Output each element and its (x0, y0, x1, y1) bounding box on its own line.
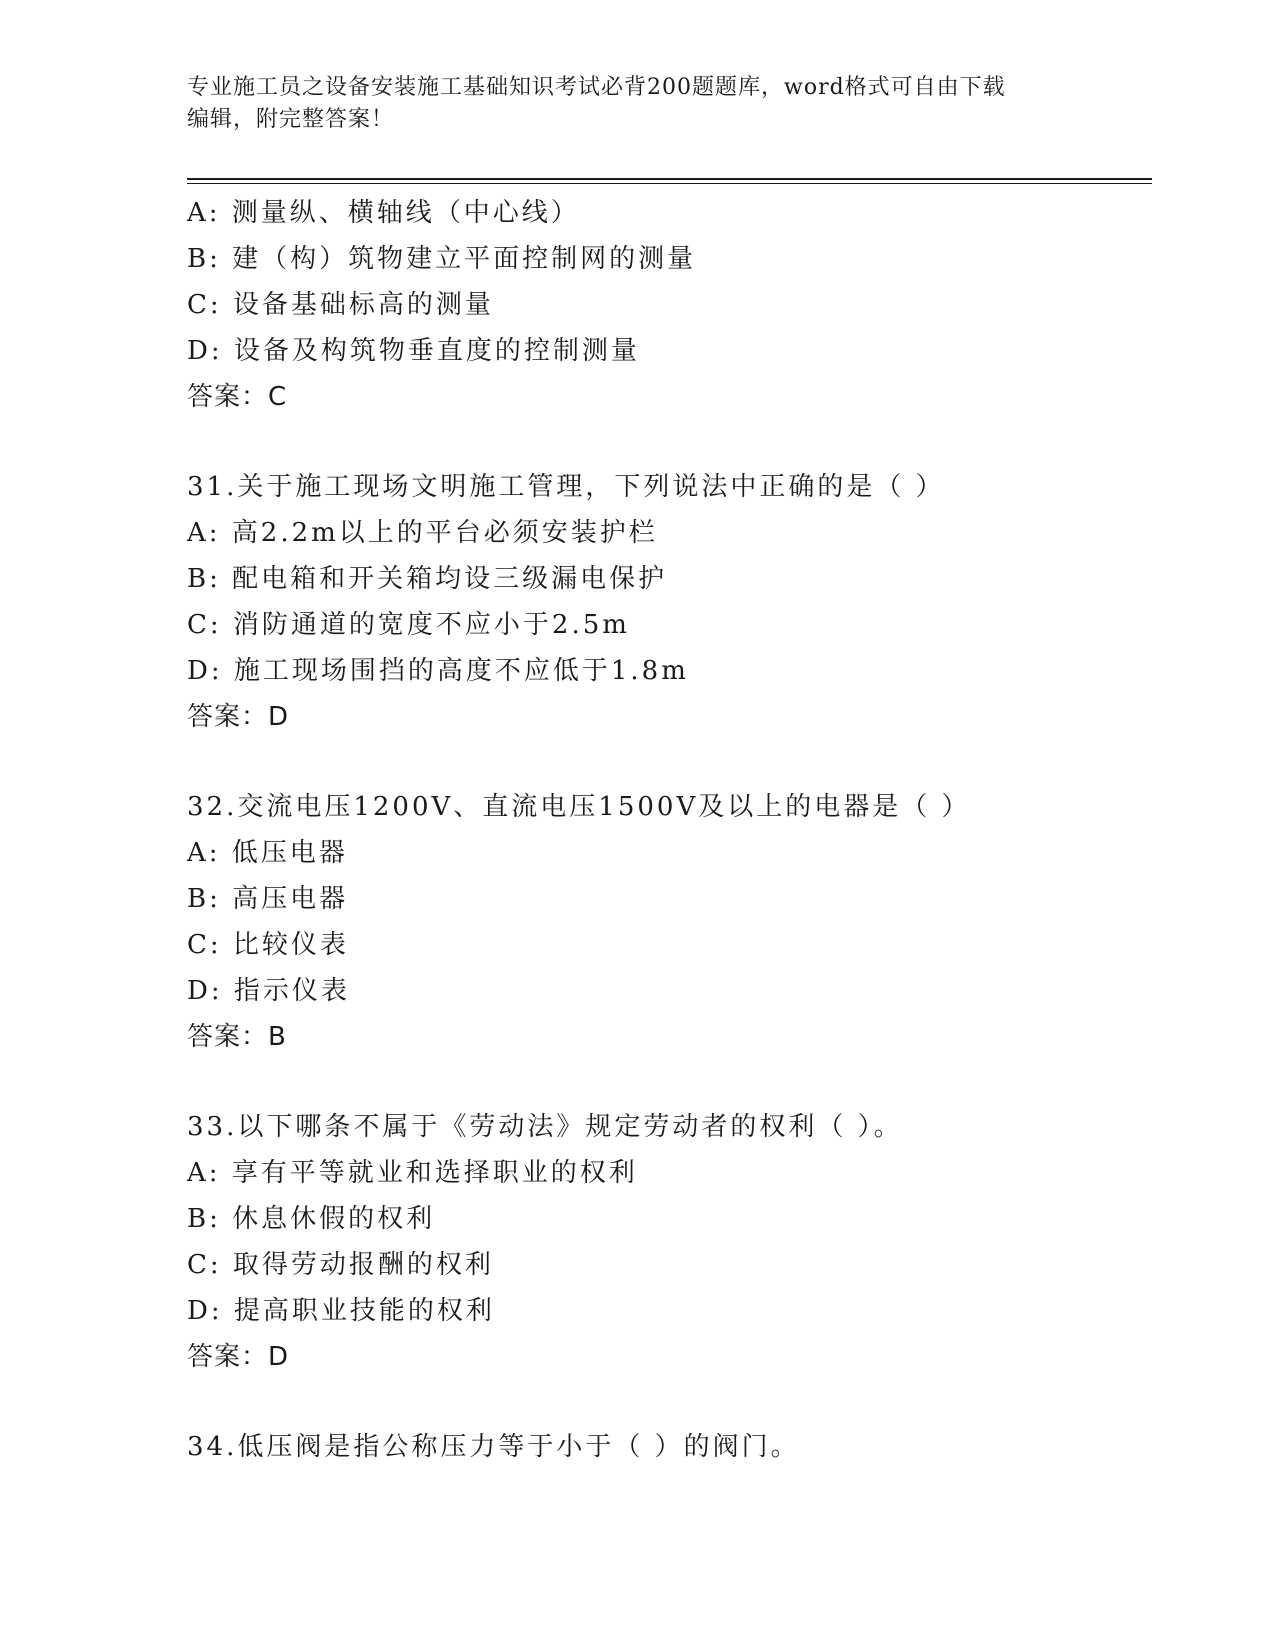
option-c: C: 比较仪表 (187, 930, 349, 960)
option-b: B: 休息休假的权利 (187, 1204, 436, 1234)
option-d: D: 提高职业技能的权利 (187, 1296, 495, 1326)
question-block-31 (187, 464, 1152, 740)
header-divider-thin (187, 183, 1152, 184)
header-title-line2: 编辑，附完整答案！ (187, 107, 395, 132)
option-b: B: 高压电器 (187, 884, 349, 914)
question-block-30 (187, 190, 1152, 420)
question-block-33 (187, 1104, 1152, 1380)
answer-line: 答案：D (187, 702, 290, 732)
question-block-34 (187, 1424, 1152, 1470)
option-b: B: 配电箱和开关箱均设三级漏电保护 (187, 564, 668, 594)
answer-line: 答案：C (187, 382, 288, 412)
document-body (187, 190, 1152, 1470)
header-divider-thick (187, 178, 1152, 180)
option-d: D: 指示仪表 (187, 976, 350, 1006)
option-b: B: 建（构）筑物建立平面控制网的测量 (187, 244, 697, 274)
question-block-32 (187, 784, 1152, 1060)
document-header (187, 72, 1087, 136)
question-text: 31.关于施工现场文明施工管理，下列说法中正确的是（ ） (187, 472, 945, 502)
option-c: C: 取得劳动报酬的权利 (187, 1250, 494, 1280)
option-a: A: 低压电器 (187, 838, 348, 868)
question-text: 34.低压阀是指公称压力等于小于（ ）的阀门。 (187, 1432, 800, 1462)
option-a: A: 测量纵、横轴线（中心线） (187, 198, 580, 228)
option-c: C: 消防通道的宽度不应小于2.5m (187, 610, 630, 640)
option-a: A: 高2.2m以上的平台必须安装护栏 (187, 518, 658, 548)
option-d: D: 施工现场围挡的高度不应低于1.8m (187, 656, 689, 686)
answer-line: 答案：D (187, 1342, 290, 1372)
header-title-line1: 专业施工员之设备安装施工基础知识考试必背200题题库，word格式可自由下载 (187, 75, 1006, 100)
option-a: A: 享有平等就业和选择职业的权利 (187, 1158, 638, 1188)
question-text: 33.以下哪条不属于《劳动法》规定劳动者的权利（ ）。 (187, 1112, 903, 1142)
option-c: C: 设备基础标高的测量 (187, 290, 494, 320)
option-d: D: 设备及构筑物垂直度的控制测量 (187, 336, 640, 366)
question-text: 32.交流电压1200V、直流电压1500V及以上的电器是（ ） (187, 792, 971, 822)
answer-line: 答案：B (187, 1022, 287, 1052)
